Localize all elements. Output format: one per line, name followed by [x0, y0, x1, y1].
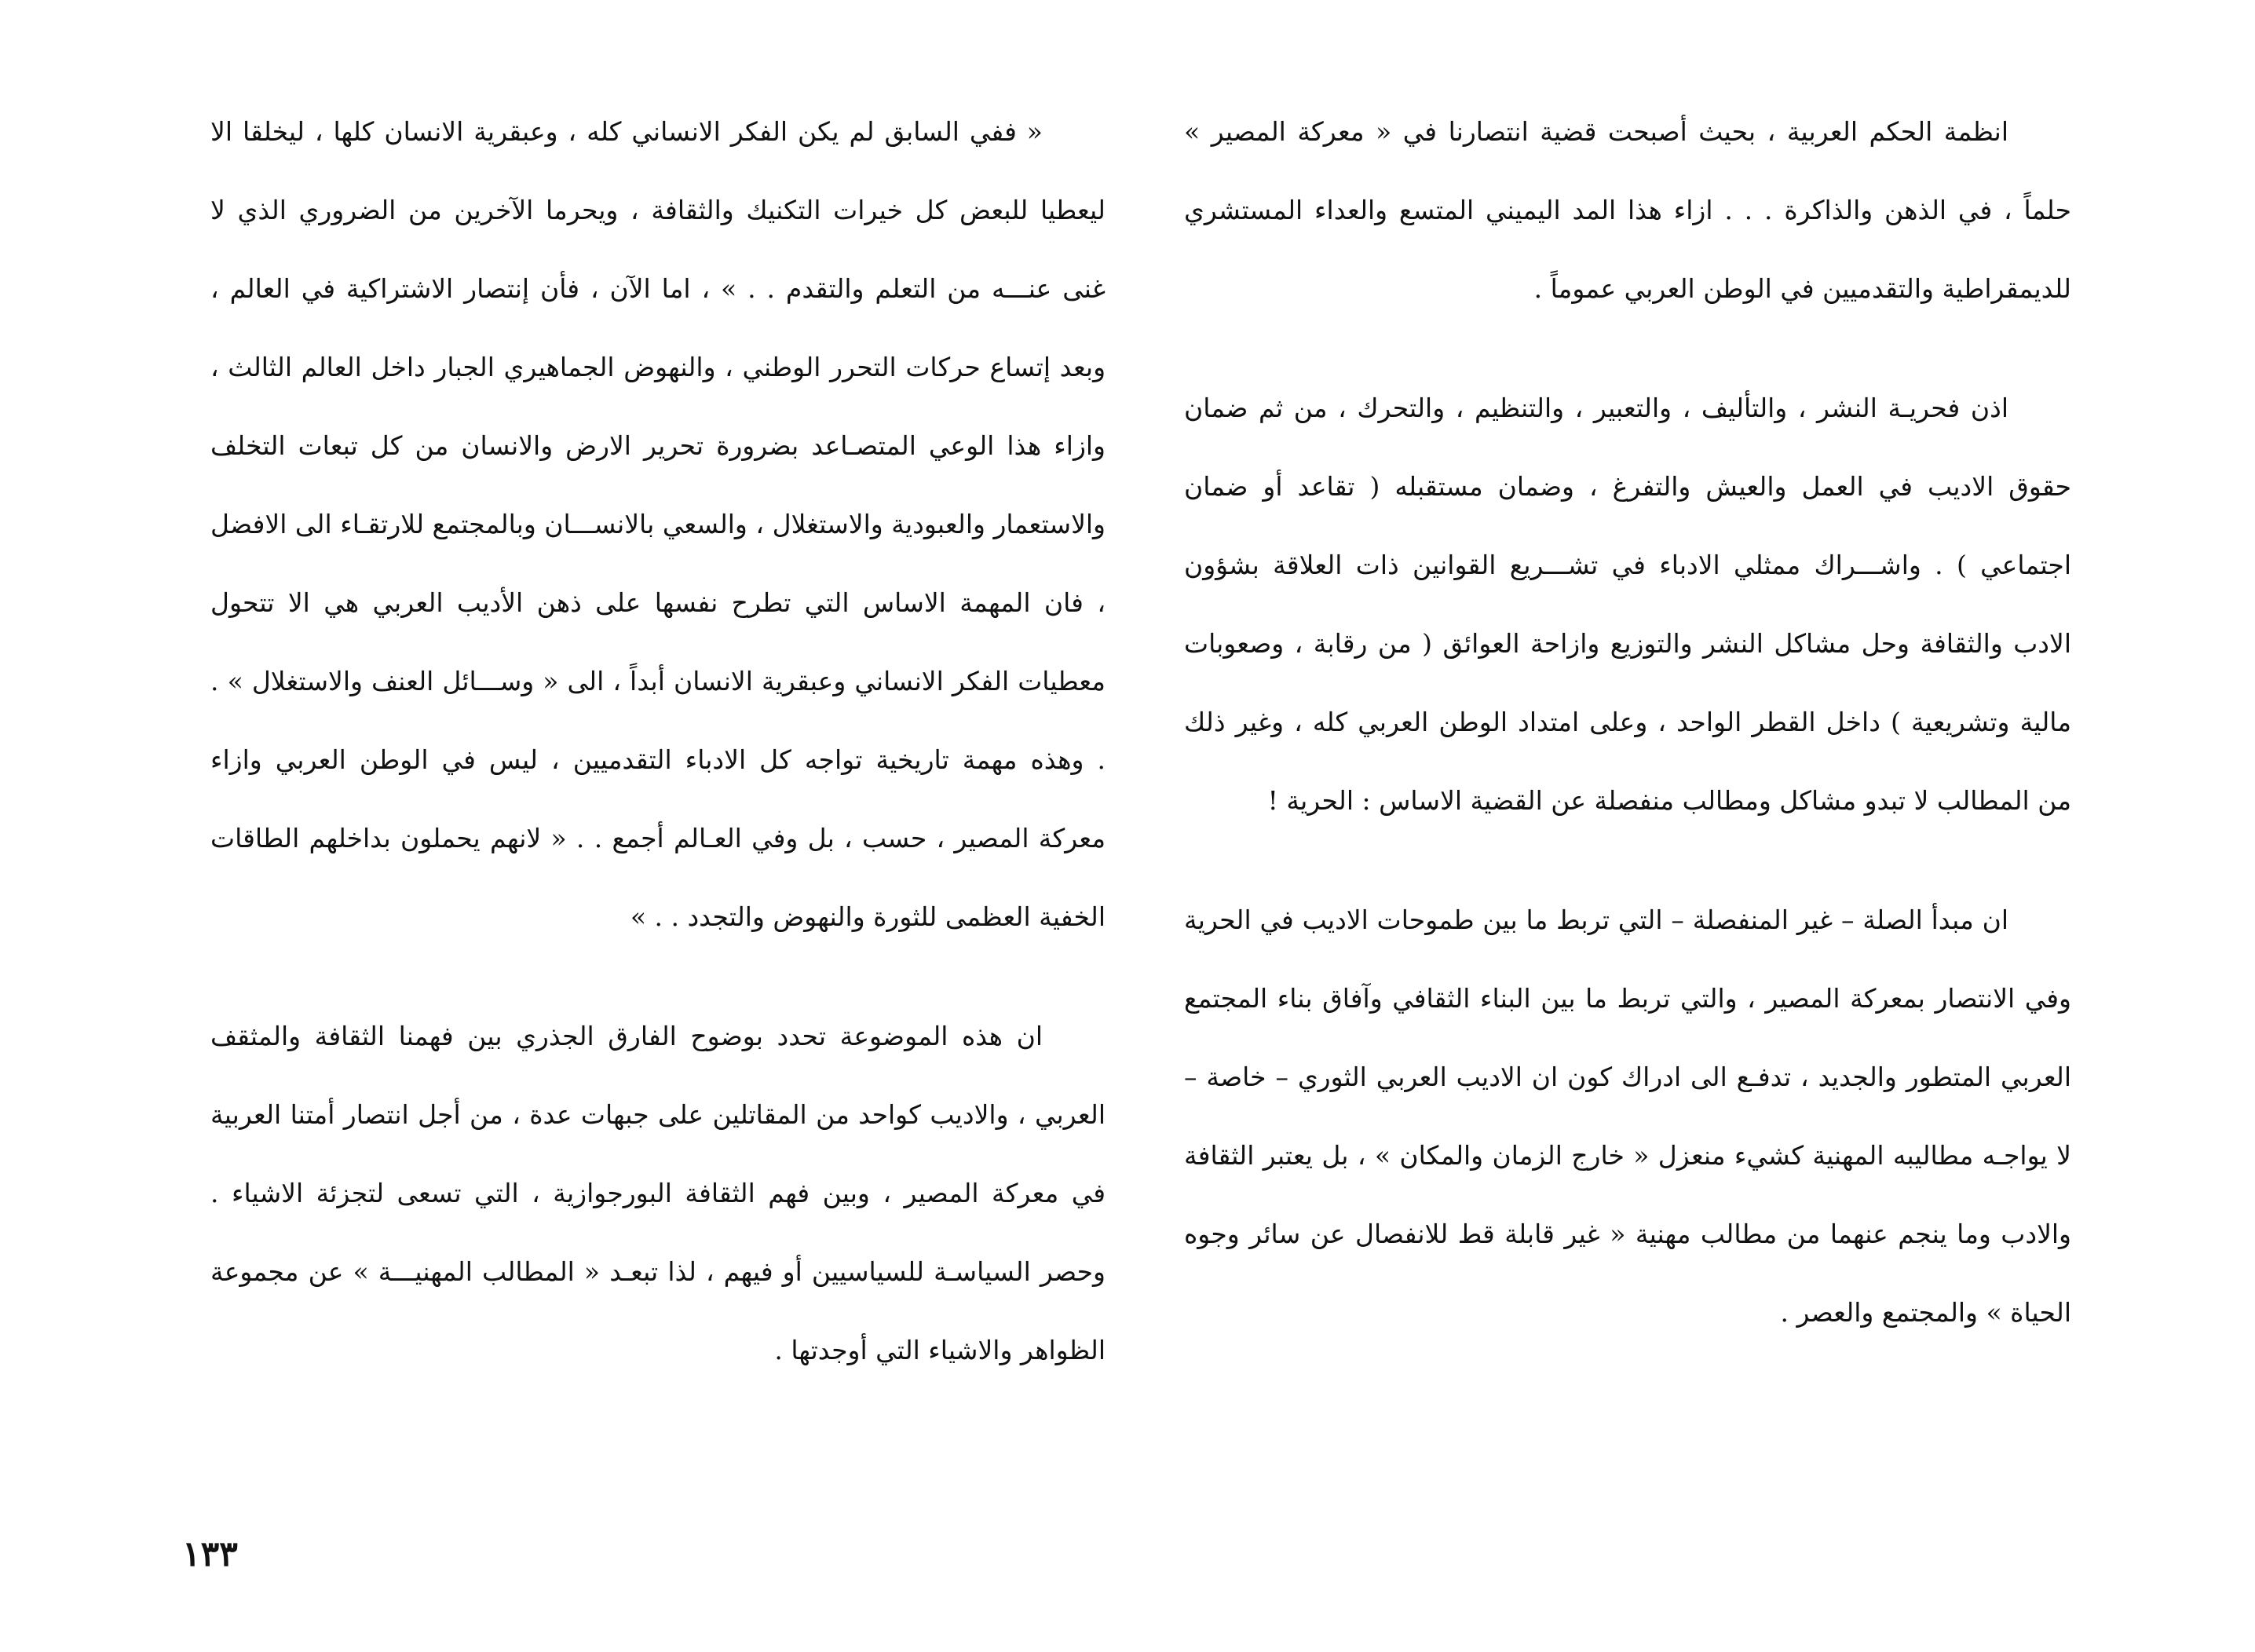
- page-number: ١٣٣: [182, 1534, 238, 1574]
- paragraph: انظمة الحكم العربية ، بحيث أصبحت قضية انتصارنا في « معركة المصير » حلماً ، في الذهن والذاكرة . . . ازاء هذا المد اليميني المتسع والعداء المستشري للديمقراطية والتقدميين في الوطن العربي عموماً .: [1184, 116, 2071, 304]
- paragraph: اذن فحريـة النشر ، والتأليف ، والتعبير ، والتنظيم ، والتحرك ، من ثم ضمان حقوق الاديب في العمل والعيش والتفرغ ، وضمان مستقبله ( تقاعد أو ضمان اجتماعي ) . واشـــراك ممثلي الادباء في تشـــريع القوانين ذات العلاقة بشؤون الادب والثقافة وحل مشاكل النشر والتوزيع وازاحة العوائق ( من رقابة ، وصعوبات مالية وتشريعية ) داخل القطر الواحد ، وعلى امتداد الوطن العربي كله ، وغير ذلك من المطالب لا تبدو مشاكل ومطالب منفصلة عن القضية الاساس : الحرية !: [1184, 393, 2071, 816]
- right-text-column: [1184, 93, 2071, 1352]
- paragraph: ان مبدأ الصلة – غير المنفصلة – التي تربط ما بين طموحات الاديب في الحرية وفي الانتصار بمعركة المصير ، والتي تربط ما بين البناء الثقافي وآفاق بناء المجتمع العربي المتطور والجديد ، تدفـع الى ادراك كون ان الاديب العربي الثوري – خاصة – لا يواجـه مطاليبه المهنية كشيء منعزل « خارج الزمان والمكان » ، بل يعتبر الثقافة والادب وما ينجم عنهما من مطالب مهنية « غير قابلة قط للانفصال عن سائر وجوه الحياة » والمجتمع والعصر .: [1184, 905, 2071, 1328]
- left-text-column: [210, 93, 1106, 1390]
- paragraph: « ففي السابق لم يكن الفكر الانساني كله ، وعبقرية الانسان كلها ، ليخلقا الا ليعطيا للبعض كل خيرات التكنيك والثقافة ، ويحرما الآخرين من الضروري الذي لا غنى عنـــه من التعلم والتقدم . . » ، اما الآن ، فأن إنتصار الاشتراكية في العالم ، وبعد إتساع حركات التحرر الوطني ، والنهوض الجماهيري الجبار داخل العالم الثالث ، وازاء هذا الوعي المتصـاعد بضرورة تحرير الارض والانسان من كل تبعات التخلف والاستعمار والعبودية والاستغلال ، والسعي بالانســـان وبالمجتمع للارتقـاء الى الافضل ، فان المهمة الاساس التي تطرح نفسها على ذهن الأديب العربي هي الا تتحول معطيات الفكر الانساني وعبقرية الانسان أبداً ، الى « وســـائل العنف والاستغلال » . . وهذه مهمة تاريخية تواجه كل الادباء التقدميين ، ليس في الوطن العربي وازاء معركة المصير ، حسب ، بل وفي العـالم أجمع . . « لانهم يحملون بداخلهم الطاقات الخفية العظمى للثورة والنهوض والتجدد . . »: [210, 116, 1106, 932]
- paragraph: ان هذه الموضوعة تحدد بوضوح الفارق الجذري بين فهمنا الثقافة والمثقف العربي ، والاديب كواحد من المقاتلين على جبهات عدة ، من أجل انتصار أمتنا العربية في معركة المصير ، وبين فهم الثقافة البورجوازية ، التي تسعى لتجزئة الاشياء . وحصر السياسـة للسياسيين أو فيهم ، لذا تبعـد « المطالب المهنيـــة » عن مجموعة الظواهر والاشياء التي أوجدتها .: [210, 1021, 1106, 1365]
